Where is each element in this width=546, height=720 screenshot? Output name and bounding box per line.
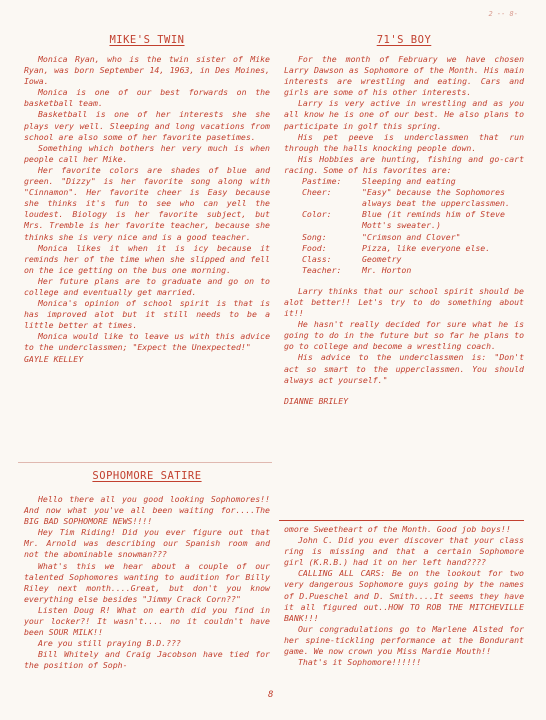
mikes-twin-para-7: Her future plans are to graduate and go on to college and eventually get married. <box>24 275 270 297</box>
sophomore-satire-article <box>24 470 270 672</box>
left-column-divider <box>18 462 272 463</box>
mikes-twin-title: MIKE'S TWIN <box>109 34 185 46</box>
boy-para-2: Larry is very active in wrestling and as you all know he is one of our best. He also plans to participate in golf this spring. <box>284 98 524 131</box>
satire-para-5: Are you still praying B.D.??? <box>38 638 181 649</box>
mikes-twin-para-3: Basketball is one of her interests she she plays very well. Sleeping and long vacations from school are also some of her favorite pasetimes. <box>24 109 270 142</box>
favorite-value: Blue (it reminds him of Steve Mott's sweater.) <box>362 209 505 231</box>
favorite-row <box>302 209 524 231</box>
boy-para-4: His Hobbies are hunting, fishing and go-cart racing. Some of his favorites are: <box>284 153 524 175</box>
favorite-row <box>302 265 524 276</box>
satire-cont-para-5: That's it Sophomore!!!!!! <box>298 657 422 668</box>
satire-para-1: Hello there all you good looking Sophomores!! And now what you've all been waiting for....The BIG BAD SOPHOMORE NEWS!!!! <box>24 494 270 527</box>
mikes-twin-para-8: Monica's opinion of school spirit is that is has improved alot but it still needs to be a little better at times. <box>24 298 270 331</box>
favorite-value: Geometry <box>362 253 402 264</box>
satire-cont-para-3: CALLING ALL CARS: Be on the lookout for two very dangerous Sophomore guys going by the names of D.Pueschel and D. Smith....It seems they have it all figured out..HOW TO ROB THE MITCHEVILLE BANK!!! <box>284 568 524 623</box>
satire-cont-para-4: Our congradulations go to Marlene Alsted for her spine-tickling performance at the Bondurant game. We now crown you Miss Mardie Mouth!! <box>284 623 524 657</box>
mikes-twin-para-5: Her favorite colors are shades of blue and green. "Dizzy" is her favorite song along with "Cinnamon". Her favorite cheer is Easy because she thinks it's fun to see who can yell the loudest. Biology is her favorite subject, but Mrs. Tremble is her favorite teacher, because she thinks she is very nice and is a good teacher. <box>24 164 270 242</box>
mikes-twin-byline: GAYLE KELLEY <box>24 353 84 364</box>
mikes-twin-para-9: Monica would like to leave us with this advice to the underclassmen; "Expect the Unexpected!" <box>24 331 270 353</box>
satire-para-3: What's this we hear about a couple of our talented Sophomores wanting to audition for Billy Riley next month....Great, but don't you know everything else besides "Jimmy Crack Corn??" <box>24 560 270 604</box>
satire-cont-para-1: omore Sweetheart of the Month. Good job boys!! <box>284 524 511 534</box>
mikes-twin-article <box>24 34 270 365</box>
boy-closing-para-2: He hasn't really decided for sure what he is going to do in the future but so far he plans to go to college and become a wrestling coach. <box>284 319 524 352</box>
mikes-twin-para-1: Monica Ryan, who is the twin sister of Mike Ryan, was born September 14, 1963, in Des Moines, Iowa. <box>24 54 270 87</box>
favorite-label: Song: <box>302 231 327 242</box>
favorite-row <box>302 243 524 254</box>
favorite-value: Pizza, like everyone else. <box>362 242 491 253</box>
favorite-label: Food: <box>302 242 327 253</box>
favorite-label: Pastime: <box>302 176 342 187</box>
favorite-label: Teacher: <box>302 264 342 275</box>
favorite-row <box>302 176 524 187</box>
sophomore-satire-title: SOPHOMORE SATIRE <box>92 470 202 482</box>
favorites-table <box>302 176 524 276</box>
page-folio: 8 <box>268 690 274 700</box>
favorite-row <box>302 232 524 243</box>
favorite-label: Cheer: <box>302 187 332 198</box>
satire-para-2: Hey Tim Riding! Did you ever figure out that Mr. Arnold was describing our Spanish room and not the abominable snowman??? <box>24 527 270 560</box>
boy-para-3: His pet peeve is underclassmen that run through the halls knocking people down. <box>284 131 524 153</box>
favorite-value: Sleeping and eating <box>362 176 456 187</box>
mikes-twin-para-2: Monica is one of our best forwards on the basketball team. <box>24 87 270 109</box>
sevens-boy-byline: DIANNE BRILEY <box>284 395 349 406</box>
page-marker: 2 -- 8- <box>488 10 518 18</box>
mikes-twin-para-6: Monica likes it when it is icy because it reminds her of the time when she slipped and fell on the ice getting on the bus one morning. <box>24 242 270 275</box>
sevens-boy-title: 71'S BOY <box>376 34 432 46</box>
favorite-value: "Crimson and Clover" <box>362 231 461 242</box>
favorite-row <box>302 187 524 209</box>
favorite-row <box>302 254 524 265</box>
boy-para-1: For the month of February we have chosen Larry Dawson as Sophomore of the Month. His main interests are wrestling and eating. Cars and girls are some of his other interests. <box>284 54 524 98</box>
boy-closing-para-3: His advice to the underclassmen is: "Don't act so smart to the upperclassmen. You should always act yourself." <box>284 352 524 385</box>
satire-para-6: Bill Whitely and Craig Jacobson have tied for the position of Soph- <box>24 649 270 671</box>
satire-continued-article <box>284 524 524 668</box>
boy-closing-para-1: Larry thinks that our school spirit should be alot better!! Let's try to do something about it!! <box>284 285 524 319</box>
favorite-value: Mr. Horton <box>362 264 412 275</box>
sevens-boy-article <box>284 34 524 407</box>
favorite-label: Class: <box>302 253 332 264</box>
mikes-twin-para-4: Something which bothers her very much is when people call her Mike. <box>24 142 270 164</box>
satire-para-4: Listen Doug R! What on earth did you find in your locker?! It wasn't.... no it couldn't have been SOUR MILK!! <box>24 604 270 638</box>
favorite-label: Color: <box>302 209 332 220</box>
satire-cont-para-2: John C. Did you ever discover that your class ring is missing and that a certain Sophomore girl (K.R.B.) had it on her left hand???? <box>284 535 524 568</box>
right-column-rule <box>279 520 524 521</box>
favorite-value: "Easy" because the Sophomores always beat the upperclassmen. <box>362 187 510 209</box>
